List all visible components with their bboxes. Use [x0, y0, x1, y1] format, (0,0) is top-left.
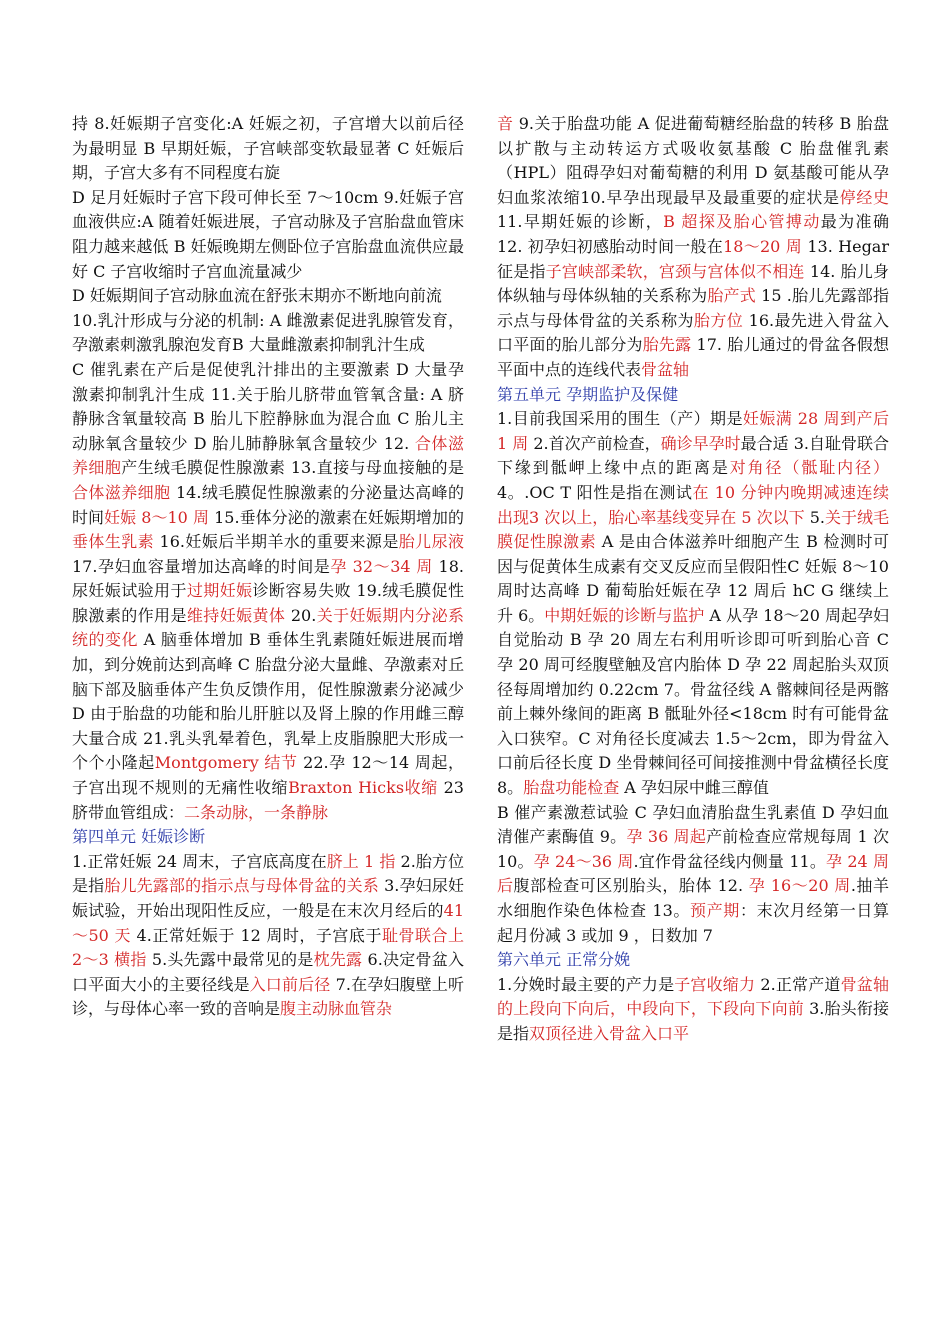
- highlighted-answer: 过期妊娠: [186, 581, 253, 601]
- body-text: 14. 胎儿身体纵轴与母体纵轴的关系称为: [497, 261, 889, 306]
- paragraph: [72, 850, 464, 1022]
- body-text: A 孕妇尿中雌三醇值: [619, 778, 769, 798]
- body-text: D 妊娠期间子宫动脉血流在舒张末期亦不断地向前流: [72, 286, 442, 306]
- body-text: 22.孕 12～14 周起，子宫出现不规则的无痛性收缩: [72, 753, 464, 798]
- body-text: 14.绒毛膜促性腺激素的分泌量达高峰的时间: [72, 482, 464, 527]
- body-text: 最合适 3.自耻骨联合下缘到骶岬上缘中点的距离是: [497, 433, 890, 478]
- highlighted-answer: 胎儿尿液: [398, 532, 464, 552]
- body-text: 1.分娩时最主要的产力是: [497, 974, 675, 994]
- highlighted-answer: 41～50 天: [72, 901, 464, 945]
- section-heading: [497, 948, 889, 973]
- highlighted-answer: 骨盆轴: [641, 359, 690, 379]
- highlighted-answer: 孕 24～36 周: [533, 851, 634, 871]
- highlighted-answer: 关于妊娠期内分泌系统的变化: [72, 605, 464, 650]
- body-text: C 催乳素在产后是促使乳汁排出的主要激素 D 大量孕激素抑制乳汁生成 11.关于胎儿脐带血管氧含量: A 脐静脉含氧量较高 B 胎儿下腔静脉血为混合血 C 胎儿主动脉氧含量较少 D 胎儿肺静脉氧含量较少 12.: [72, 359, 464, 453]
- body-text: 15.垂体分泌的激素在妊娠期增加的: [208, 507, 464, 527]
- body-text: A 从孕 18～20 周起孕妇自觉胎动 B 孕 20 周左右利用听诊即可听到胎心音 C 孕 20 周可经腹壁触及宫内胎体 D 孕 22 周起胎头双顶径每周增加约 0.22cm 7。骨盆径线 A 髂棘间径是两髂前上棘外缘间的距离 B 骶耻外径<18cm 时有可能骨盆入口狭窄。C 对角径长度减去 1.5～2cm，即为骨盆入口前后径长度 D 坐骨棘间径可间接推测中骨盆横径长度 8。: [497, 605, 889, 798]
- body-text: 4.正常妊娠于 12 周时，子宫底于: [130, 925, 382, 945]
- body-text: 9.关于胎盘功能 A 促进葡萄糖经胎盘的转移 B 胎盘以扩散与主动转运方式吸收氨基酸 C 胎盘催乳素（HPL）阻碍孕妇对葡萄糖的利用 D 氨基酸可能从孕妇血浆浓缩10.早孕出现最早及最重要的症状是: [497, 114, 889, 207]
- body-text: 4。.OC T 阳性是指在测试: [497, 482, 693, 502]
- highlighted-answer: 胎盘功能检查: [523, 778, 620, 798]
- highlighted-answer: 子宫峡部柔软，宫颈与宫体似不相连: [545, 261, 805, 281]
- body-text: B 催产素激惹试验 C 孕妇血清胎盘生乳素值 D 孕妇血清催产素酶值 9。: [497, 802, 889, 847]
- highlighted-answer: 胎产式: [707, 286, 756, 306]
- paragraph: [72, 309, 464, 358]
- body-text: 2.正常产道: [755, 974, 841, 994]
- body-text: 18.尿妊娠试验用于: [72, 556, 464, 601]
- highlighted-answer: 孕 16～20 周: [748, 876, 851, 896]
- highlighted-answer: 孕 24 周后: [497, 851, 889, 896]
- highlighted-answer: 胎先露: [642, 335, 692, 355]
- paragraph: [497, 801, 889, 949]
- highlighted-answer: 耻骨联合上 2～3 横指: [72, 925, 464, 970]
- highlighted-answer: 妊娠满 28 周到产后 1 周: [497, 409, 889, 453]
- body-text: 23 脐带血管组成：: [72, 778, 464, 822]
- paragraph: [72, 112, 464, 186]
- heading-text: 第五单元 孕期监护及保健: [497, 384, 679, 404]
- highlighted-answer: 中期妊娠的诊断与监护: [544, 605, 705, 625]
- highlighted-answer: 在 10 分钟内晚期减速连续出现3 次以上，胎心率基线变异在 5 次以下: [497, 482, 889, 527]
- paragraph: [72, 186, 464, 284]
- body-text: 诊断容易失败 19.绒毛膜促性腺激素的作用是: [72, 581, 464, 625]
- paragraph: [72, 284, 464, 309]
- heading-text: 第四单元 妊娠诊断: [72, 827, 206, 847]
- body-text: A 脑垂体增加 B 垂体生乳素随妊娠进展而增加，到分娩前达到高峰 C 胎盘分泌大量雌、孕激素对丘脑下部及脑垂体产生负反馈作用，促性腺激素分泌减少 D 由于胎盘的功能和胎儿肝脏以及肾上腺的作用雌三醇大量合成 21.乳头乳晕着色，乳晕上皮脂腺肥大形成一个个小隆起: [72, 630, 464, 773]
- body-text: 20.: [285, 605, 317, 625]
- highlighted-answer: 确诊早孕时: [660, 433, 741, 453]
- section-heading: [497, 383, 889, 408]
- highlighted-answer: 垂体生乳素: [72, 532, 155, 552]
- section-heading: [72, 825, 464, 850]
- right-column: [497, 112, 889, 1047]
- body-text: A 是由合体滋养叶细胞产生 B 检测时可因与促黄体生成素有交叉反应而呈假阳性C 妊娠 8～10 周时达高峰 D 葡萄胎妊娠在孕 12 周后 hC G 继续上升 6。: [497, 532, 889, 625]
- highlighted-answer: 合体滋养细胞: [72, 433, 464, 478]
- highlighted-answer: 二条动脉，一条静脉: [184, 802, 329, 822]
- highlighted-answer: 停经史: [839, 187, 889, 207]
- paragraph: [72, 358, 464, 825]
- highlighted-answer: 枕先露: [313, 950, 363, 970]
- body-text: 16.妊娠后半期羊水的重要来源是: [154, 532, 399, 552]
- highlighted-answer: 维持妊娠黄体: [186, 605, 286, 625]
- highlighted-answer: Montgomery 结节: [154, 753, 298, 773]
- body-text: 15 .胎儿先露部指示点与母体骨盆的关系称为: [497, 286, 889, 330]
- highlighted-answer: Braxton Hicks收缩: [288, 778, 438, 798]
- body-text: 3.胎头衔接是指: [497, 999, 889, 1043]
- highlighted-answer: 预产期: [690, 901, 740, 920]
- highlighted-answer: 18～20 周: [723, 236, 802, 256]
- body-text: 6.决定骨盆入口平面大小的主要径线是: [72, 950, 464, 994]
- highlighted-answer: 关于绒毛膜促性腺激素: [497, 507, 889, 552]
- body-text: 持 8.妊娠期子宫变化:A 妊娠之初，子宫增大以前后径为最明显 B 早期妊娠，子宫峡部变软最显著 C 妊娠后期，子宫大多有不同程度右旋: [72, 114, 464, 183]
- highlighted-answer: 妊娠 8～10 周: [104, 507, 209, 527]
- body-text: 1.正常妊娠 24 周末，子宫底高度在: [72, 851, 327, 871]
- body-text: 1.目前我国采用的围生（产）期是: [497, 409, 743, 429]
- body-text: 5.: [804, 507, 825, 527]
- highlighted-answer: 骨盆轴的上段向下向后，中段向下，下段向下向前: [497, 974, 889, 1019]
- paragraph: [497, 407, 889, 801]
- body-text: 11.早期妊娠的诊断，: [497, 212, 664, 232]
- highlighted-answer: 入口前后径: [249, 974, 331, 994]
- body-text: .宜作骨盆径线内侧量 11。: [633, 851, 826, 871]
- highlighted-answer: 子宫收缩力: [674, 974, 756, 994]
- body-text: 2.胎方位是指: [72, 851, 464, 896]
- body-text: 产生绒毛膜促性腺激素 13.直接与母血接触的是: [121, 458, 464, 478]
- highlighted-answer: B 超探及胎心管搏动: [663, 212, 821, 232]
- highlighted-answer: 音: [497, 114, 514, 133]
- highlighted-answer: 胎儿先露部的指示点与母体骨盆的关系: [104, 876, 379, 896]
- heading-text: 第六单元 正常分娩: [497, 950, 631, 970]
- highlighted-answer: 脐上 1 指: [326, 851, 396, 871]
- paragraph: [497, 112, 889, 383]
- body-text: 产前检查应常规每周 1 次 10。: [497, 827, 889, 871]
- body-text: 3.孕妇尿妊娠试验，开始出现阳性反应，一般是在末次月经后的: [72, 876, 464, 920]
- body-text: 16.最先进入骨盆入口平面的胎儿部分为: [497, 310, 889, 355]
- body-text: 17. 胎儿通过的骨盆各假想平面中点的连线代表: [497, 335, 889, 379]
- left-column: [72, 112, 464, 1022]
- body-text: 17.孕妇血容量增加达高峰的时间是: [72, 556, 331, 576]
- body-text: D 足月妊娠时子宫下段可伸长至 7～10cm 9.妊娠子宫血液供应:A 随着妊娠进展，子宫动脉及子宫胎盘血管床阻力越来越低 B 妊娠晚期左侧卧位子宫胎盘血流供应最好 C 子宫收缩时子宫血流量减少: [72, 187, 464, 281]
- body-text: 最为准确 12. 初孕妇初感胎动时间一般在: [497, 212, 889, 256]
- body-text: ：末次月经第一日算起月份减 3 或加 9 ，日数加 7: [497, 901, 889, 945]
- body-text: .抽羊水细胞作染色体检查 13。: [497, 876, 889, 920]
- body-text: 腹部检查可区别胎头，胎体 12.: [513, 876, 749, 896]
- highlighted-answer: 腹主动脉血管杂: [280, 999, 393, 1019]
- highlighted-answer: 双顶径进入骨盆入口平: [529, 1023, 690, 1043]
- body-text: 2.首次产前检查，: [528, 433, 661, 453]
- body-text: 13. Hegar 征是指: [497, 236, 889, 281]
- body-text: 5.头先露中最常见的是: [146, 950, 314, 970]
- paragraph: [497, 973, 889, 1047]
- highlighted-answer: 合体滋养细胞: [72, 482, 171, 502]
- highlighted-answer: 孕 32～34 周: [330, 556, 433, 576]
- highlighted-answer: 对角径（骶耻内径）: [729, 458, 889, 478]
- body-text: 10.乳汁形成与分泌的机制: A 雌激素促进乳腺管发育，孕激素刺激乳腺泡发育B 大量雌激素抑制乳汁生成: [72, 310, 464, 355]
- body-text: 7.在孕妇腹壁上听诊，与母体心率一致的音响是: [72, 974, 464, 1019]
- highlighted-answer: 孕 36 周起: [626, 827, 707, 847]
- highlighted-answer: 胎方位: [693, 310, 744, 330]
